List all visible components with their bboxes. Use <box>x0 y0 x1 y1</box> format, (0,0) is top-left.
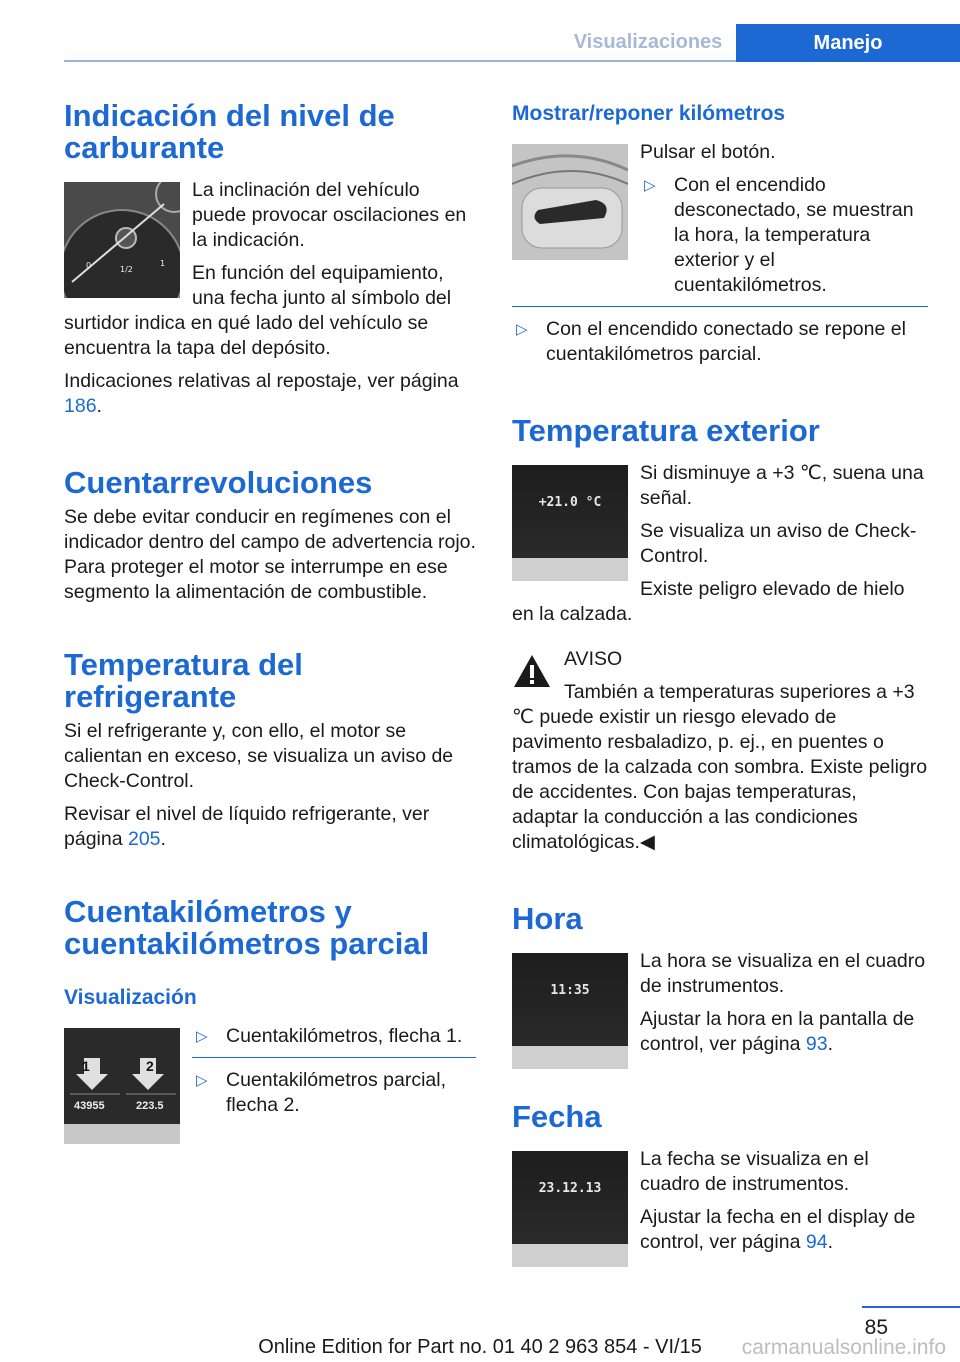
page-link-186[interactable]: 186 <box>64 395 97 417</box>
time-display-text: 11:35 <box>550 983 590 998</box>
time-title: Hora <box>512 901 583 936</box>
odo-bullet-2: ▷ Cuentakilómetros parcial, flecha 2. <box>192 1068 476 1118</box>
coolant-p2: Revisar el nivel de líquido refrigerante, ver página 205. <box>64 803 430 850</box>
odo-title: Cuentakilómetros y cuentakilómetros parcial <box>64 894 430 961</box>
temp-title: Temperatura exterior <box>512 413 820 448</box>
fuel-p2: En función del equipamiento, una fecha junto al símbolo del surtidor indica en qué lado del vehículo se encuentra la tapa del depósito. <box>64 262 452 359</box>
odo-bullet-1: ▷ Cuentakilómetros, flecha 1. <box>192 1024 476 1049</box>
date-p1: La fecha se visualiza en el cuadro de instrumentos. <box>640 1148 869 1195</box>
bullet-triangle-icon: ▷ <box>644 177 656 194</box>
reset-bullet-2: ▷ Con el encendido conectado se repone el cuentakilómetros parcial. <box>512 317 928 367</box>
time-display-image <box>512 953 628 1069</box>
fig-label-2: 2 <box>146 1058 154 1074</box>
temp-p1: Si disminuye a +3 ℃, suena una señal. <box>640 462 924 509</box>
right-column <box>512 100 928 1271</box>
reset-button-image <box>512 144 628 260</box>
coolant-p1: Si el refrigerante y, con ello, el motor se calientan en exceso, se visualiza un aviso de Check-Control. <box>64 720 454 792</box>
time-p2: Ajustar la hora en la pantalla de control, ver página 93. <box>640 1008 915 1055</box>
warning-body: También a temperaturas superiores a +3 ℃ puede existir un riesgo elevado de pavimento resbaladizo, p. ej., en puentes o tramos de la calzada con sombra. Existe peligro de accidentes. Con bajas temperaturas, adaptar la conducción a las condiciones climatológicas.◀ <box>512 681 928 853</box>
time-p1: La hora se visualiza en el cuadro de instrumentos. <box>640 950 926 997</box>
reset-button-icon <box>512 144 628 260</box>
bullet-triangle-icon: ▷ <box>196 1028 208 1045</box>
fig-odometer-value: 43955 <box>74 1100 105 1112</box>
page-number: 85 <box>864 1316 888 1339</box>
fuel-p3: Indicaciones relativas al repostaje, ver página 186. <box>64 370 459 417</box>
date-display-text: 23.12.13 <box>538 1181 602 1196</box>
rev-p1: Se debe evitar conducir en regímenes con el indicador dentro del campo de advertencia rojo. Para proteger el motor se interrumpe en ese segmento la alimentación de combustible. <box>64 506 476 603</box>
fuel-p1: La inclinación del vehículo puede provocar oscilaciones en la indicación. <box>192 179 467 251</box>
reset-bullet-1: ▷ Con el encendido desconectado, se muestran la hora, la temperatura exterior y el cuentakilómetros. <box>640 173 928 298</box>
odo-sub: Visualización <box>64 986 197 1009</box>
bullet-triangle-icon: ▷ <box>196 1072 208 1089</box>
svg-text:1: 1 <box>160 259 166 268</box>
page-link-93[interactable]: 93 <box>805 1033 828 1055</box>
bullet-separator <box>512 306 928 307</box>
temp-p2: Se visualiza un aviso de Check-Control. <box>640 520 917 567</box>
temp-p3: Existe peligro elevado de hielo en la calzada. <box>512 578 905 625</box>
tab-manejo[interactable]: Manejo <box>736 24 960 62</box>
fig-trip-value: 223.5 <box>136 1100 164 1112</box>
warning-block <box>512 647 928 855</box>
warning-title: AVISO <box>564 648 623 670</box>
tab-visualizaciones[interactable]: Visualizaciones <box>573 31 723 53</box>
temp-display-image <box>512 465 628 581</box>
date-p2: Ajustar la fecha en el display de control, ver página 94. <box>640 1206 916 1253</box>
bullet-separator <box>192 1057 476 1058</box>
svg-text:1/2: 1/2 <box>120 265 133 274</box>
date-title: Fecha <box>512 1099 602 1134</box>
odometer-arrows-icon <box>64 1028 180 1144</box>
fig-label-1: 1 <box>82 1058 90 1074</box>
svg-text:0: 0 <box>86 261 92 270</box>
odometer-image <box>64 1028 180 1144</box>
page-link-94[interactable]: 94 <box>805 1231 828 1253</box>
fuel-title: Indicación del nivel de carburante <box>64 98 395 165</box>
reset-p1: Pulsar el botón. <box>640 141 776 163</box>
bullet-triangle-icon: ▷ <box>516 321 528 338</box>
footer-rule <box>862 1306 960 1308</box>
rev-title: Cuentarrevoluciones <box>64 465 373 500</box>
watermark: carmanualsonline.info <box>741 1336 946 1359</box>
reset-sub: Mostrar/reponer kilómetros <box>512 102 786 125</box>
warning-triangle-icon <box>512 653 552 694</box>
fuel-gauge-icon <box>64 182 180 298</box>
left-column <box>64 100 476 1148</box>
page-link-205[interactable]: 205 <box>127 828 161 850</box>
temp-display-text: +21.0 °C <box>538 495 602 510</box>
footer-edition: Online Edition for Part no. 01 40 2 963 854 - VI/15 <box>258 1336 702 1358</box>
date-display-image <box>512 1151 628 1267</box>
fuel-gauge-image <box>64 182 180 298</box>
coolant-title: Temperatura del refrigerante <box>64 647 303 714</box>
